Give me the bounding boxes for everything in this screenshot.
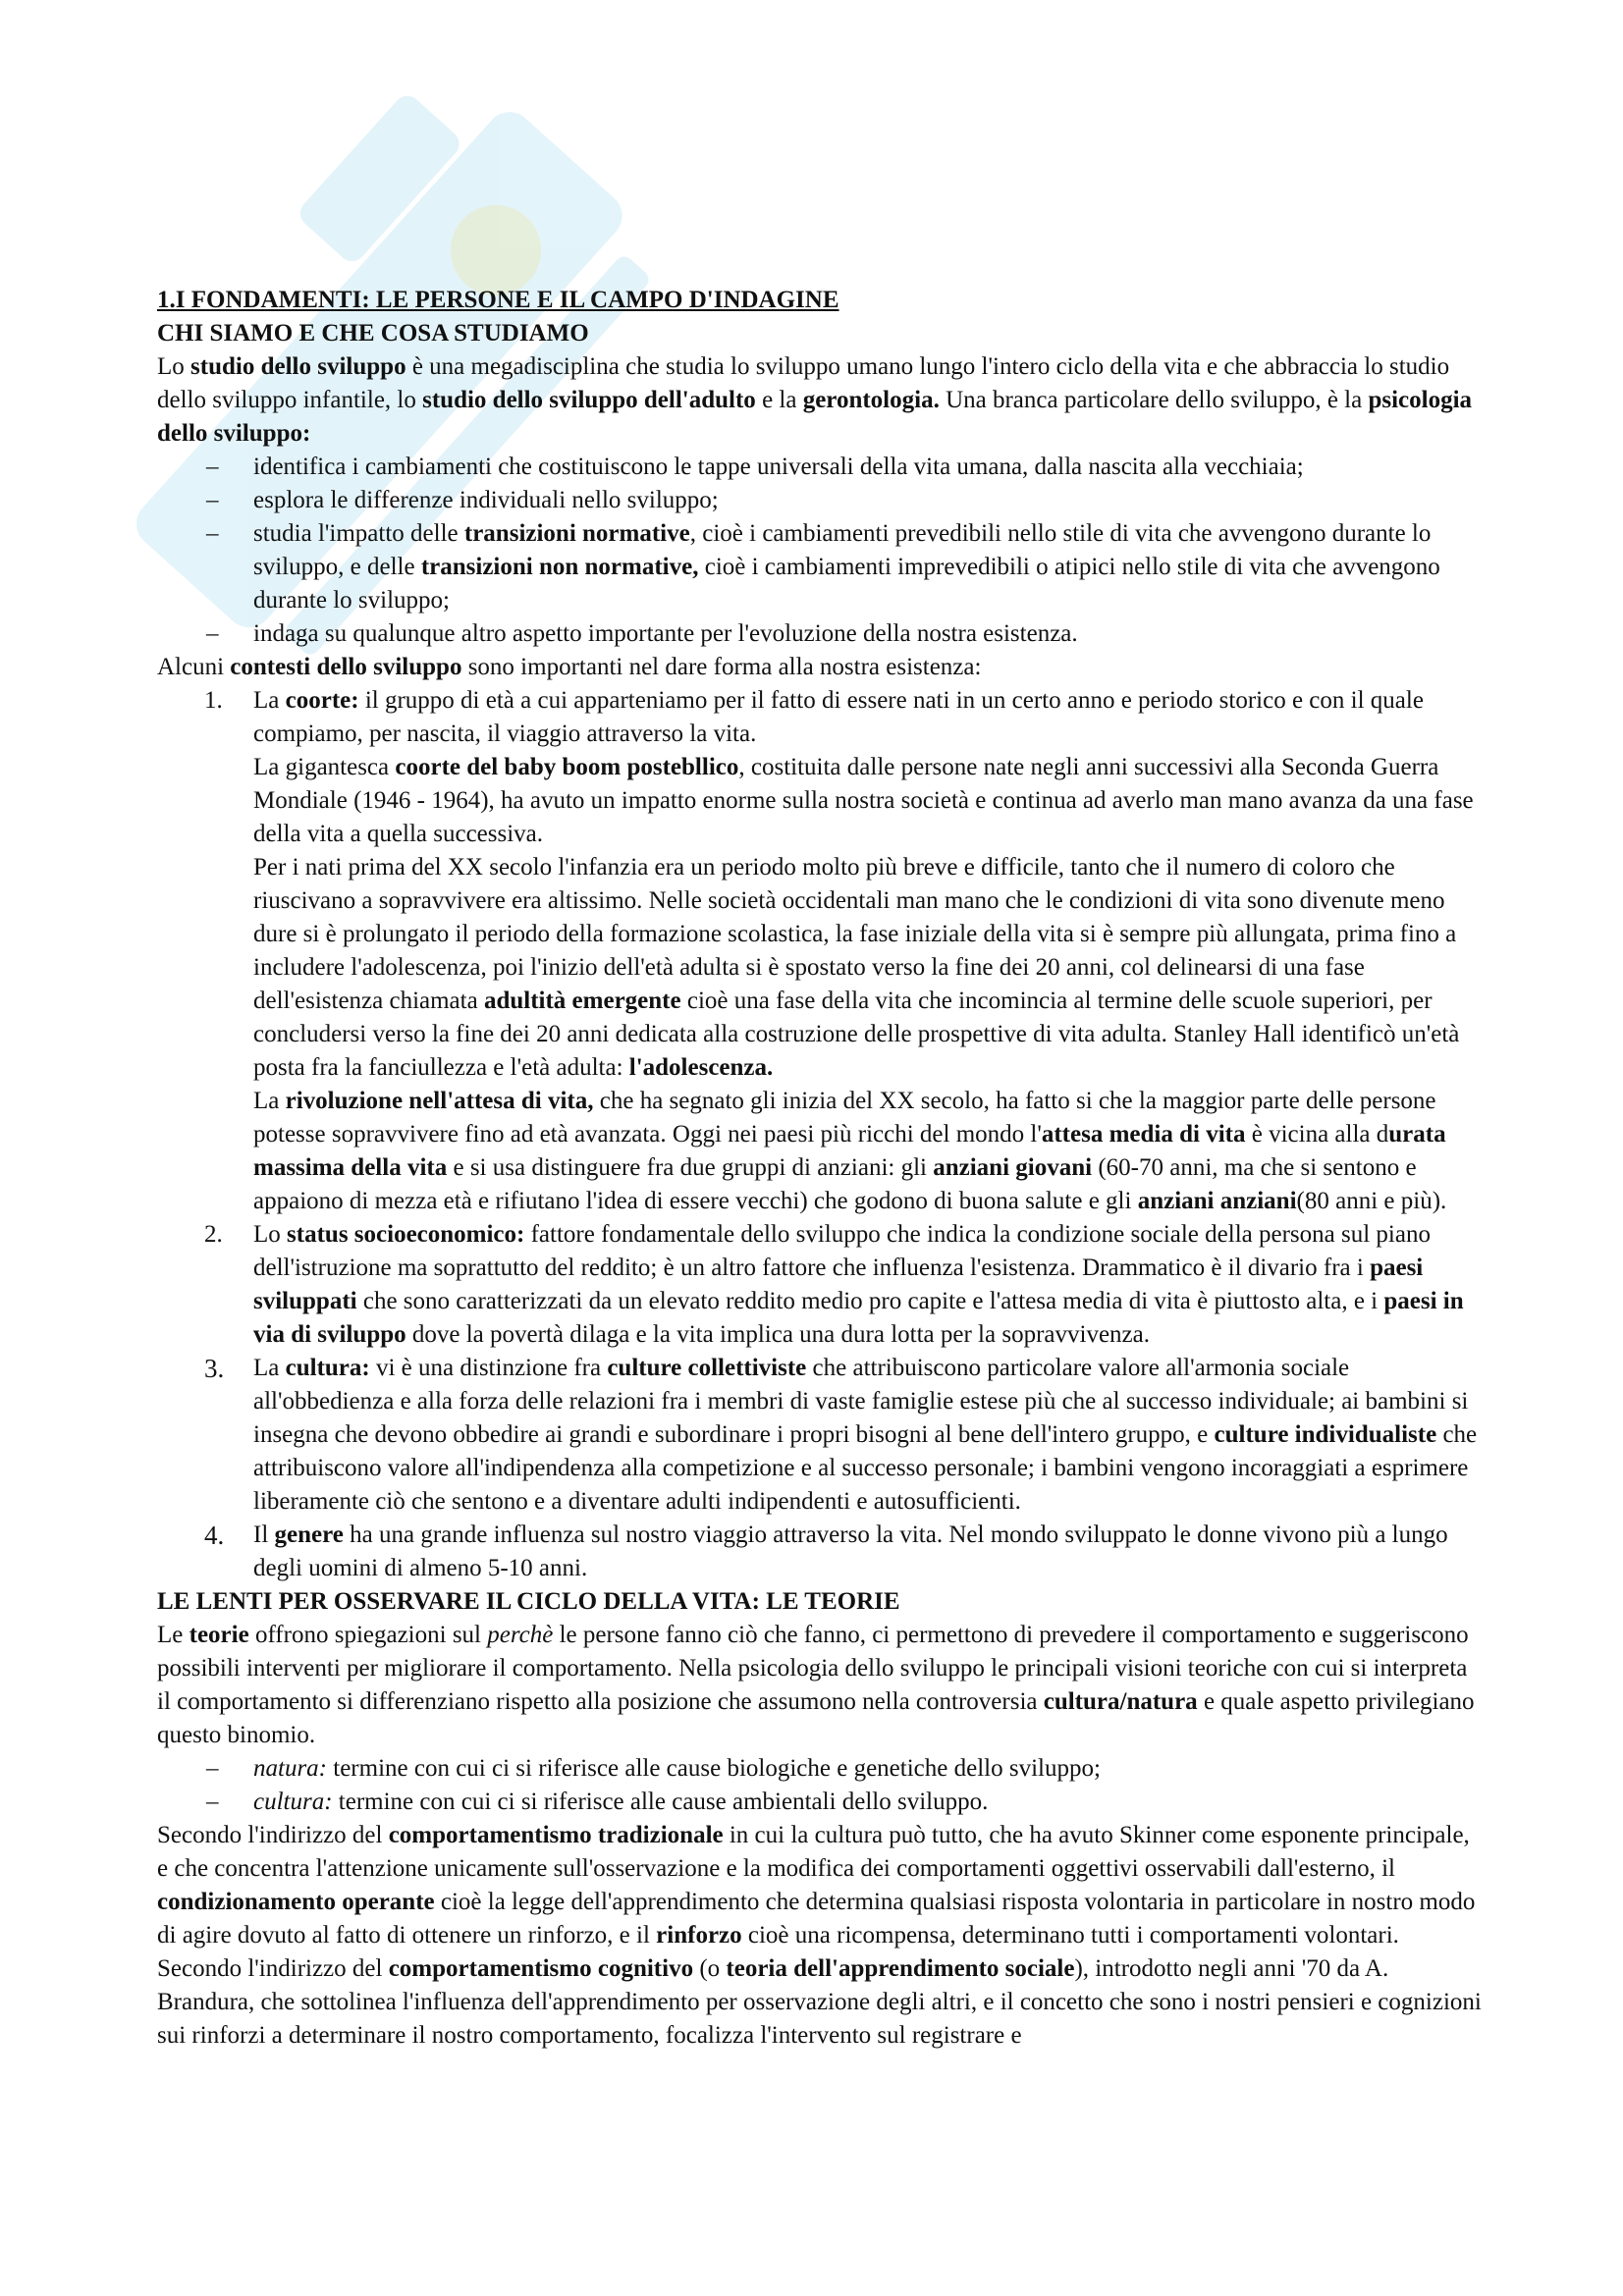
list-item: – studia l'impatto delle transizioni normative, cioè i cambiamenti prevedibili nello stile di vita che avvengono durante lo sviluppo, e delle transizioni non normative, cioè i cambiamenti imprevedibili o atipici nello stile di vita che avvengono durante lo sviluppo; [206,520,1440,614]
section-title-chi-siamo: CHI SIAMO E CHE COSA STUDIAMO [157,320,589,347]
contexts-intro: Alcuni contesti dello sviluppo sono importanti nel dare forma alla nostra esistenza: [157,654,982,680]
paragraph: La gigantesca coorte del baby boom postebllico, costituita dalle persone nate negli anni successivi alla Seconda Guerra Mondiale (1946 - 1964), ha avuto un impatto enorme sulla nostra società e continua ad averlo man mano avanza da una fase della vita a quella successiva. [253,754,1474,847]
list-item: – esplora le differenze individuali nello sviluppo; [206,487,719,513]
watermark-dot [451,205,541,295]
numbered-item-status: 2. Lo status socioeconomico: fattore fondamentale dello sviluppo che indica la condizione sociale della persona sul piano dell'istruzione ma soprattutto del reddito; è un altro fattore che influenza l'esistenza. Drammatico è il divario fra i paesi sviluppati che sono caratterizzati da un elevato reddito medio pro capite e l'attesa media di vita è piuttosto alta, e i paesi in via di sviluppo dove la povertà dilaga e la vita implica una dura lotta per la sopravvivenza. [204,1221,1464,1348]
list-item: – identifica i cambiamenti che costituiscono le tappe universali della vita umana, dalla nascita alla vecchiaia; [206,454,1304,480]
document-page [157,284,1483,2053]
paragraph: La rivoluzione nell'attesa di vita, che ha segnato gli inizia del XX secolo, ha fatto si che la maggior parte delle persone potesse sopravvivere fino ad età avanzata. Oggi nei paesi più ricchi del mondo l'attesa media di vita è vicina alla durata massima della vita e si usa distinguere fra due gruppi di anziani: gli anziani giovani (60-70 anni, ma che si sentono e appaiono di mezza età e rifiutano l'idea di essere vecchi) che godono di buona salute e gli anziani anziani(80 anni e più). [253,1088,1447,1214]
intro-paragraph: Lo studio dello sviluppo è una megadisciplina che studia lo sviluppo umano lungo l'intero ciclo della vita e che abbraccia lo studio dello sviluppo infantile, lo studio dello sviluppo dell'adulto e la gerontologia. Una branca particolare dello sviluppo, è la psicologia dello sviluppo: [157,353,1473,447]
section-title-teorie: LE LENTI PER OSSERVARE IL CICLO DELLA VITA: LE TEORIE [157,1588,900,1615]
paragraph: Secondo l'indirizzo del comportamentismo tradizionale in cui la cultura può tutto, che ha avuto Skinner come esponente principale, e che concentra l'attenzione unicamente sull'osservazione e la modifica dei comportamenti oggettivi osservabili dall'esterno, il condizionamento operante cioè la legge dell'apprendimento che determina qualsiasi risposta volontaria in particolare in nostro modo di agire dovuto al fatto di ottenere un rinforzo, e il rinforzo cioè una ricompensa, determinano tutti i comportamenti volontari. [157,1822,1476,1949]
paragraph: Le teorie offrono spiegazioni sul perchè le persone fanno ciò che fanno, ci permettono di prevedere il comportamento e suggeriscono possibili interventi per migliorare il comportamento. Nella psicologia dello sviluppo le principali visioni teoriche con cui si interpreta il comportamento si differenziano rispetto alla posizione che assumono nella controversia cultura/natura e quale aspetto privilegiano questo binomio. [157,1622,1475,1748]
paragraph: Secondo l'indirizzo del comportamentismo cognitivo (o teoria dell'apprendimento sociale), introdotto negli anni '70 da A. Brandura, che sottolinea l'influenza dell'apprendimento per osservazione degli altri, e il concetto che sono i nostri pensieri e cognizioni sui rinforzi a determinare il nostro comportamento, focalizza l'intervento sul registrare e [157,1955,1482,2049]
numbered-item-cultura: 3. La cultura: vi è una distinzione fra culture collettiviste che attribuiscono particolare valore all'armonia sociale all'obbedienza e alla forza delle relazioni fra i membri di vaste famiglie estese più che al successo individuale; ai bambini si insegna che devono obbedire ai grandi e subordinare i propri bisogni al bene dell'intero gruppo, e culture individualiste che attribuiscono valore all'indipendenza alla competizione e al successo personale; i bambini vengono incoraggiati a esprimere liberamente ciò che sentono e a diventare adulti indipendenti e autosufficienti. [204,1354,1478,1515]
list-item: – indaga su qualunque altro aspetto importante per l'evoluzione della nostra esistenza. [206,620,1078,647]
list-item: – natura: termine con cui ci si riferisce alle cause biologiche e genetiche dello sviluppo; [206,1755,1101,1782]
numbered-item-genere: 4. Il genere ha una grande influenza sul nostro viaggio attraverso la vita. Nel mondo sviluppato le donne vivono più a lungo degli uomini di almeno 5-10 anni. [204,1521,1448,1581]
paragraph: Per i nati prima del XX secolo l'infanzia era un periodo molto più breve e difficile, tanto che il numero di coloro che riuscivano a sopravvivere era altissimo. Nelle società occidentali man mano che le condizioni di vita sono divenute meno dure si è prolungato il periodo della formazione scolastica, la fase iniziale della vita si è sempre più allungata, prima fino a includere l'adolescenza, poi l'inizio dell'età adulta si è spostato verso la fine dei 20 anni, col delinearsi di una fase dell'esistenza chiamata adultità emergente cioè una fase della vita che incomincia al termine delle scuole superiori, per concludersi verso la fine dei 20 anni dedicata alla costruzione delle prospettive di vita adulta. Stanley Hall identificò un'età posta fra la fanciullezza e l'età adulta: l'adolescenza. [253,854,1460,1081]
numbered-item-coorte: 1. La coorte: il gruppo di età a cui apparteniamo per il fatto di essere nati in un certo anno e periodo storico e con il quale compiamo, per nascita, il viaggio attraverso la vita. [204,687,1424,747]
page-title: 1.I FONDAMENTI: LE PERSONE E IL CAMPO D'INDAGINE [157,287,839,313]
list-item: – cultura: termine con cui ci si riferisce alle cause ambientali dello sviluppo. [206,1789,989,1815]
